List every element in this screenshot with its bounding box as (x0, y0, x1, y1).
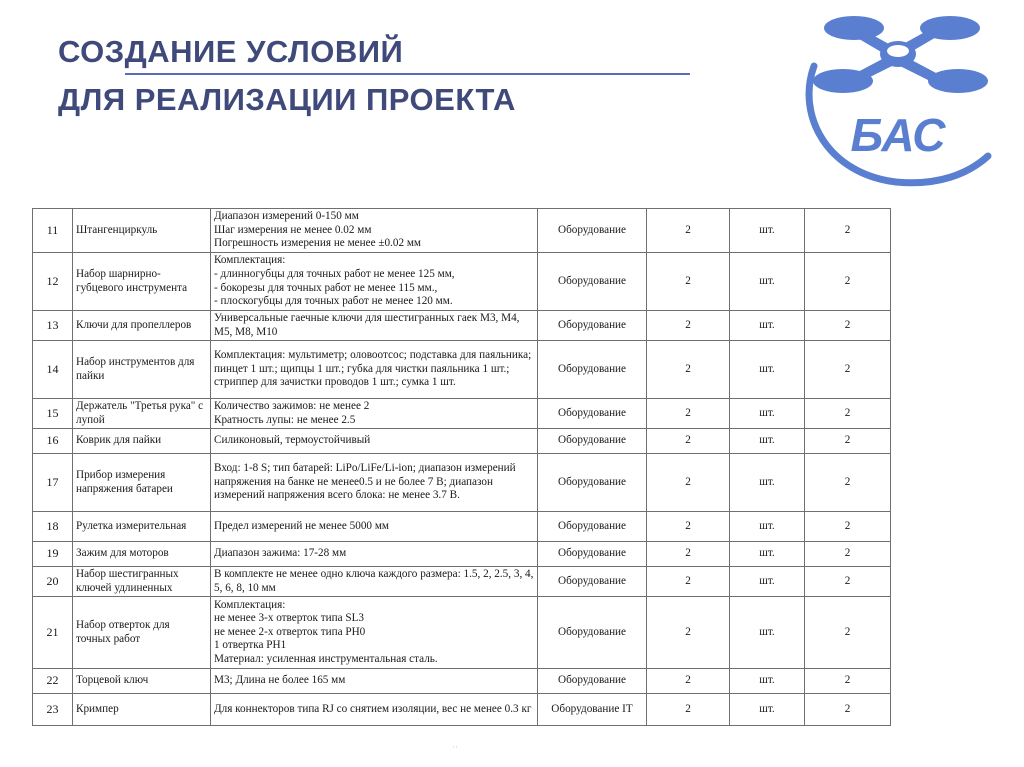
item-name: Держатель "Третья рука" с лупой (73, 399, 211, 429)
row-number: 20 (33, 567, 73, 597)
item-name: Зажим для моторов (73, 542, 211, 567)
item-unit: шт. (730, 399, 805, 429)
item-category: Оборудование (538, 512, 647, 542)
item-category: Оборудование (538, 429, 647, 454)
page-title-line1: СОЗДАНИЕ УСЛОВИЙ (58, 34, 404, 69)
item-description: Комплектация: - длинногубцы для точных работ не менее 125 мм, - бокорезы для точных работ не менее 115 мм., - плоскогубцы для точных работ не менее 120 мм. (211, 253, 538, 311)
item-name: Набор шарнирно-губцевого инструмента (73, 253, 211, 311)
row-number: 22 (33, 669, 73, 694)
item-description: Диапазон зажима: 17-28 мм (211, 542, 538, 567)
item-description: В комплекте не менее одно ключа каждого размера: 1.5, 2, 2.5, 3, 4, 5, 6, 8, 10 мм (211, 567, 538, 597)
table-row (33, 399, 891, 429)
item-category: Оборудование (538, 669, 647, 694)
item-total: 2 (805, 399, 891, 429)
item-quantity: 2 (647, 694, 730, 726)
table-row (33, 669, 891, 694)
item-category: Оборудование (538, 567, 647, 597)
item-description: Количество зажимов: не менее 2 Кратность лупы: не менее 2.5 (211, 399, 538, 429)
item-unit: шт. (730, 694, 805, 726)
item-category: Оборудование (538, 597, 647, 669)
table-row (33, 209, 891, 253)
table-row (33, 542, 891, 567)
item-total: 2 (805, 429, 891, 454)
item-category: Оборудование (538, 209, 647, 253)
item-total: 2 (805, 512, 891, 542)
item-category: Оборудование (538, 399, 647, 429)
equipment-table (32, 208, 891, 726)
item-unit: шт. (730, 512, 805, 542)
item-description: Комплектация: мультиметр; оловоотсос; подставка для паяльника; пинцет 1 шт.; щипцы 1 шт.; губка для чистки паяльника 1 шт.; стриппер для зачистки проводов 1 шт.; сумка 1 шт. (211, 341, 538, 399)
item-quantity: 2 (647, 209, 730, 253)
item-total: 2 (805, 542, 891, 567)
item-category: Оборудование (538, 311, 647, 341)
bas-drone-logo (788, 6, 1004, 192)
item-name: Набор шестигранных ключей удлиненных (73, 567, 211, 597)
item-name: Кримпер (73, 694, 211, 726)
row-number: 11 (33, 209, 73, 253)
item-description: Универсальные гаечные ключи для шестигранных гаек М3, М4, М5, М8, М10 (211, 311, 538, 341)
item-category: Оборудование (538, 253, 647, 311)
item-unit: шт. (730, 542, 805, 567)
item-quantity: 2 (647, 512, 730, 542)
item-unit: шт. (730, 209, 805, 253)
page-title-line2: ДЛЯ РЕАЛИЗАЦИИ ПРОЕКТА (58, 82, 516, 117)
item-unit: шт. (730, 253, 805, 311)
item-total: 2 (805, 454, 891, 512)
item-quantity: 2 (647, 542, 730, 567)
item-unit: шт. (730, 567, 805, 597)
item-unit: шт. (730, 669, 805, 694)
item-unit: шт. (730, 311, 805, 341)
item-quantity: 2 (647, 567, 730, 597)
row-number: 16 (33, 429, 73, 454)
item-total: 2 (805, 311, 891, 341)
item-quantity: 2 (647, 597, 730, 669)
item-description: Комплектация: не менее 3-х отверток типа SL3 не менее 2-х отверток типа PH0 1 отвертка PH1 Материал: усиленная инструментальная сталь. (211, 597, 538, 669)
table-row (33, 253, 891, 311)
table-row (33, 454, 891, 512)
item-name: Набор инструментов для пайки (73, 341, 211, 399)
item-description: Диапазон измерений 0-150 мм Шаг измерения не менее 0.02 мм Погрешность измерения не менее ±0.02 мм (211, 209, 538, 253)
item-name: Торцевой ключ (73, 669, 211, 694)
table-row (33, 597, 891, 669)
item-name: Штангенциркуль (73, 209, 211, 253)
item-quantity: 2 (647, 429, 730, 454)
item-unit: шт. (730, 597, 805, 669)
row-number: 15 (33, 399, 73, 429)
item-total: 2 (805, 209, 891, 253)
item-total: 2 (805, 669, 891, 694)
table-row (33, 429, 891, 454)
equipment-table-document (32, 208, 890, 726)
item-quantity: 2 (647, 399, 730, 429)
table-row (33, 694, 891, 726)
row-number: 14 (33, 341, 73, 399)
row-number: 17 (33, 454, 73, 512)
item-name: Набор отверток для точных работ (73, 597, 211, 669)
item-quantity: 2 (647, 669, 730, 694)
item-description: Силиконовый, термоустойчивый (211, 429, 538, 454)
item-quantity: 2 (647, 253, 730, 311)
item-name: Ключи для пропеллеров (73, 311, 211, 341)
title-underline (125, 73, 690, 75)
item-quantity: 2 (647, 341, 730, 399)
item-name: Коврик для пайки (73, 429, 211, 454)
item-description: Для коннекторов типа RJ со снятием изоляции, вес не менее 0.3 кг (211, 694, 538, 726)
item-unit: шт. (730, 429, 805, 454)
item-total: 2 (805, 567, 891, 597)
table-row (33, 341, 891, 399)
page-number-fragment: ·· (452, 742, 458, 752)
table-row (33, 311, 891, 341)
item-category: Оборудование (538, 341, 647, 399)
item-description: М3; Длина не более 165 мм (211, 669, 538, 694)
row-number: 18 (33, 512, 73, 542)
item-total: 2 (805, 253, 891, 311)
item-category: Оборудование (538, 454, 647, 512)
row-number: 12 (33, 253, 73, 311)
item-total: 2 (805, 694, 891, 726)
item-quantity: 2 (647, 311, 730, 341)
table-row (33, 512, 891, 542)
row-number: 13 (33, 311, 73, 341)
item-description: Предел измерений не менее 5000 мм (211, 512, 538, 542)
item-category: Оборудование (538, 542, 647, 567)
item-quantity: 2 (647, 454, 730, 512)
item-unit: шт. (730, 341, 805, 399)
row-number: 19 (33, 542, 73, 567)
row-number: 21 (33, 597, 73, 669)
item-name: Прибор измерения напряжения батареи (73, 454, 211, 512)
item-total: 2 (805, 597, 891, 669)
item-category: Оборудование IT (538, 694, 647, 726)
item-name: Рулетка измерительная (73, 512, 211, 542)
logo-text: БАС (850, 109, 946, 161)
item-total: 2 (805, 341, 891, 399)
item-description: Вход: 1-8 S; тип батарей: LiPo/LiFe/Li-ion; диапазон измерений напряжения на банке не менее0.5 и не более 7 В; диапазон измерений напряжения всего блока: не менее 3.7 В. (211, 454, 538, 512)
row-number: 23 (33, 694, 73, 726)
item-unit: шт. (730, 454, 805, 512)
table-row (33, 567, 891, 597)
